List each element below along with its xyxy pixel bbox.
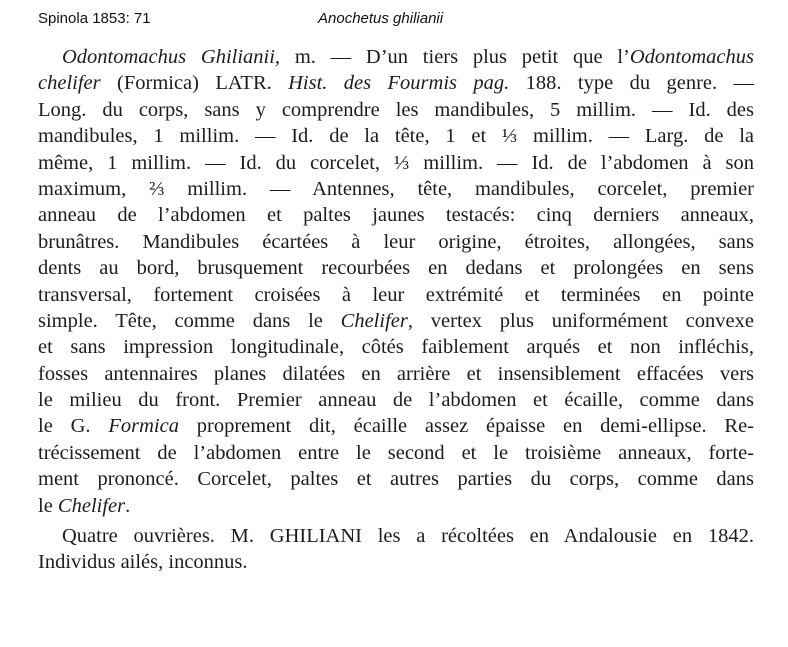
text-run: anneau de l’abdomen et paltes jaunes testacés: cinq derniers anneaux, bbox=[38, 204, 754, 227]
text-run: ment prononcé. Corcelet, paltes et autres parties du corps, comme dans bbox=[38, 468, 754, 491]
text-run: 188. type du genre. — bbox=[509, 72, 755, 95]
text-run: (Formica) LATR. bbox=[100, 72, 289, 95]
text-line bbox=[38, 150, 754, 176]
italic-run: Odontomachus Ghilianii, bbox=[62, 46, 281, 68]
text-run: même, 1 millim. — Id. du corcelet, ⅓ millim. — Id. de l’abdomen à son bbox=[38, 151, 754, 174]
text-run: Individus ailés, inconnus. bbox=[38, 551, 248, 574]
text-run: le milieu du front. Premier anneau de l’abdomen et écaille, comme dans bbox=[38, 389, 754, 412]
text-run: dents au bord, brusquement recourbées en dedans et prolongées en sens bbox=[38, 257, 754, 280]
text-run: proprement dit, écaille assez épaisse en demi-ellipse. Re- bbox=[178, 415, 754, 438]
text-run: . bbox=[125, 494, 131, 517]
text-line bbox=[38, 176, 754, 202]
text-line bbox=[38, 523, 754, 549]
citation-header: Spinola 1853: 71 bbox=[38, 10, 151, 27]
text-line bbox=[38, 440, 754, 466]
text-line bbox=[38, 361, 754, 387]
text-line bbox=[38, 387, 754, 413]
description-text bbox=[38, 44, 754, 576]
text-line bbox=[38, 123, 754, 149]
text-run: Long. du corps, sans y comprendre les mandibules, 5 millim. — Id. des bbox=[38, 98, 754, 121]
italic-run: Chelifer bbox=[340, 309, 408, 332]
paragraph-specimens bbox=[38, 523, 754, 576]
text-run: Quatre ouvrières. M. GHILIANI les a récoltées en Andalousie en 1842. bbox=[62, 525, 754, 548]
text-line bbox=[38, 282, 754, 308]
text-line bbox=[38, 229, 754, 255]
text-line bbox=[38, 70, 754, 96]
italic-run: Formica bbox=[108, 415, 179, 438]
text-line bbox=[38, 413, 754, 439]
text-run: le G. bbox=[38, 415, 109, 438]
text-run: et sans impression longitudinale, côtés faiblement arqués et non infléchis, bbox=[38, 336, 754, 359]
text-line bbox=[38, 334, 754, 360]
text-run: , vertex plus uniformément convexe bbox=[407, 309, 754, 332]
italic-run: Chelifer bbox=[57, 494, 126, 517]
italic-run: chelifer bbox=[38, 72, 101, 95]
text-line bbox=[38, 44, 754, 70]
text-run: m. — D’un tiers plus petit que l’ bbox=[280, 46, 630, 68]
species-header: Anochetus ghilianii bbox=[318, 10, 444, 27]
text-line bbox=[38, 493, 754, 519]
text-run: maximum, ⅔ millim. — Antennes, tête, mandibules, corcelet, premier bbox=[38, 177, 754, 200]
text-run: le bbox=[38, 494, 58, 517]
text-line bbox=[38, 202, 754, 228]
paragraph-description bbox=[38, 44, 754, 519]
italic-run: Hist. des Fourmis pag. bbox=[288, 72, 510, 95]
text-run: fosses antennaires planes dilatées en arrière et insensiblement effacées vers bbox=[38, 362, 754, 385]
text-run: brunâtres. Mandibules écartées à leur origine, étroites, allongées, sans bbox=[38, 230, 754, 253]
italic-run: Odontomachus bbox=[629, 46, 754, 68]
text-line bbox=[38, 549, 754, 575]
text-run: transversal, fortement croisées à leur extrémité et terminées en pointe bbox=[38, 283, 754, 306]
text-run: mandibules, 1 millim. — Id. de la tête, 1 et ⅓ millim. — Larg. de la bbox=[38, 125, 754, 148]
text-line bbox=[38, 308, 754, 334]
text-line bbox=[38, 255, 754, 281]
text-line bbox=[38, 97, 754, 123]
text-run: simple. Tête, comme dans le bbox=[38, 309, 341, 332]
text-run: trécissement de l’abdomen entre le second et le troisième anneaux, forte- bbox=[38, 441, 754, 464]
text-line bbox=[38, 466, 754, 492]
